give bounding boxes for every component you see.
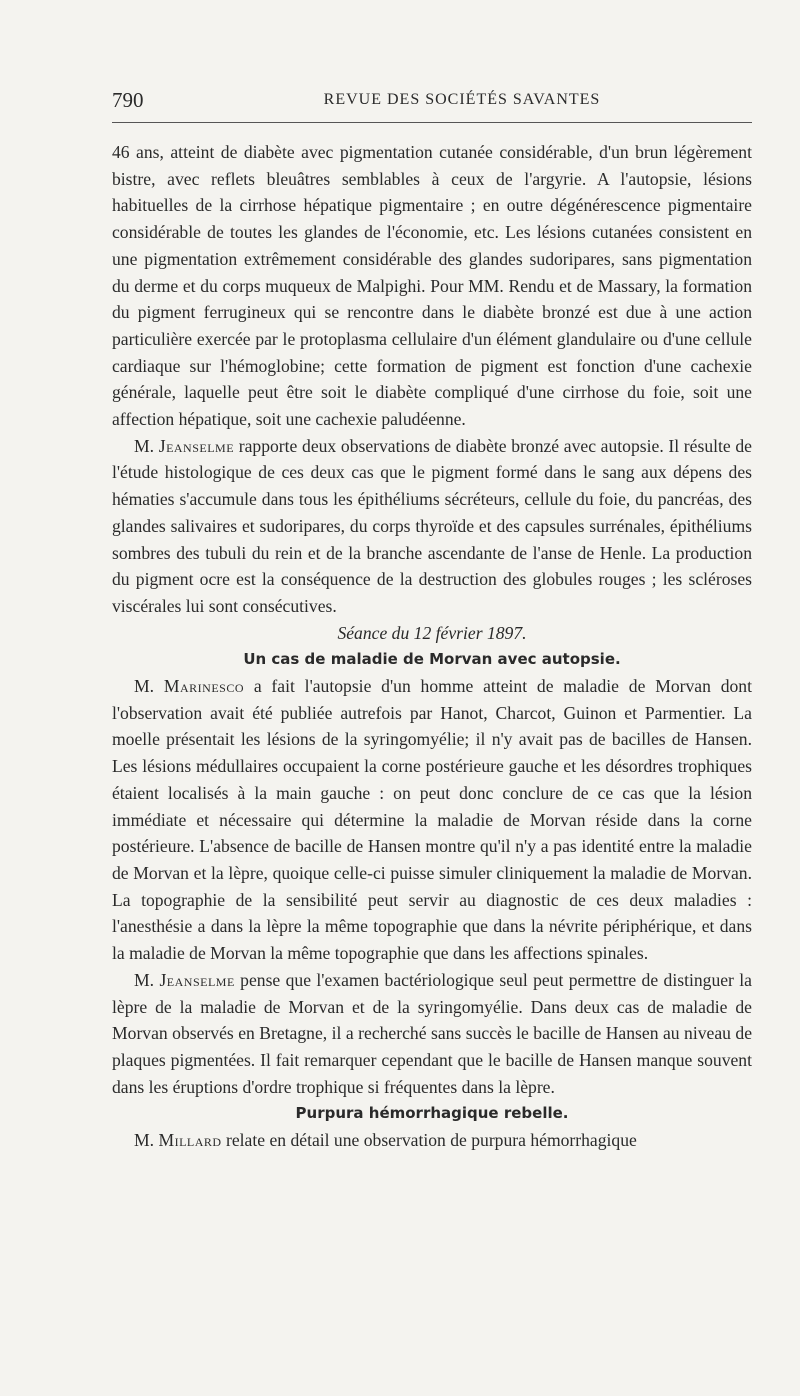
speaker-prefix: M. xyxy=(134,435,159,456)
speaker-name: Jeanselme xyxy=(158,435,235,456)
speaker-name: Jeanselme xyxy=(159,969,235,990)
paragraph-text: rapporte deux observations de diabète bronzé avec autopsie. Il résulte de l'étude histologique de ces deux cas que le pigment formé dans le sang aux dépens des hématies s'accumule dans tous les épithéliums sécréteurs, cellule du foie, du pancréas, des glandes salivaires et sudoripares, du corps thyroïde et des capsules surrénales, épithéliums sombres des tubuli du rein et de la branche ascendante de l'anse de Henle. La production du pigment ocre est la conséquence de la destruction des globules rouges ; les scléroses viscérales lui sont consécutives. xyxy=(112,435,752,616)
speaker-prefix: M. xyxy=(134,1130,159,1151)
paragraph-continuation: 46 ans, atteint de diabète avec pigmentation cutanée considérable, d'un brun légèrement bistre, avec reflets bleuâtres semblables à ceux de l'argyrie. A l'autopsie, lésions habituelles de la cirrhose hépatique pigmentaire ; en outre dégénérescence pigmentaire considérable de toutes les glandes de l'économie, etc. Les lésions cutanées consistent en une pigmentation extrêmement considérable des glandes sudoripares, sans pigmentation du derme et du corps muqueux de Malpighi. Pour MM. Rendu et de Massary, la formation du pigment ferrugineux qui se rencontre dans le diabète bronzé est due à une action particulière exercée par le protoplasma cellulaire d'un élément glandulaire ou d'une cellule cardiaque sur l'hémoglobine; cette formation de pigment est fonction d'une cachexie générale, laquelle peut être soit le diabète compliqué d'une cirrhose du foie, soit une affection hépatique, soit une cachexie paludéenne. xyxy=(112,142,752,430)
paragraph-text: relate en détail une observation de purpura hémorrhagique xyxy=(221,1130,637,1151)
paragraph-jeanselme-diabete xyxy=(112,433,752,620)
paragraph-text: pense que l'examen bactériologique seul peut permettre de distinguer la lèpre de la maladie de Morvan et de la syringomyélie. Dans deux cas de maladie de Morvan observés en Bretagne, il a recherché sans succès le bacille de Hansen au niveau de plaques pigmentées. Il fait remarquer cependant que le bacille de Hansen manque souvent dans les éruptions d'ordre trophique si fréquentes dans la lèpre. xyxy=(112,969,752,1097)
document-page xyxy=(112,88,752,1154)
speaker-name: Marinesco xyxy=(163,676,245,697)
running-head xyxy=(112,88,752,123)
section-heading-purpura: Purpura hémorrhagique rebelle. xyxy=(295,1104,569,1123)
journal-title: REVUE DES SOCIÉTÉS SAVANTES xyxy=(323,91,601,108)
page-number: 790 xyxy=(112,88,144,112)
paragraph-marinesco xyxy=(112,673,752,967)
body-text xyxy=(112,139,752,1154)
paragraph-jeanselme-lepre xyxy=(112,967,752,1101)
paragraph-text: a fait l'autopsie d'un homme atteint de maladie de Morvan dont l'observation avait été publiée autrefois par Hanot, Charcot, Guinon et Parmentier. La moelle présentait les lésions de la syringomyélie; il n'y avait pas de bacilles de Hansen. Les lésions médullaires occupaient la corne postérieure gauche et les désordres trophiques étaient localisés à la main gauche : on peut donc conclure de ce cas que la lésion immédiate et nécessaire qui détermine la maladie de Morvan réside dans la corne postérieure. L'absence de bacille de Hansen montre qu'il n'y a pas identité entre la maladie de Morvan et la lèpre, quoique celle-ci puisse simuler cliniquement la maladie de Morvan. La topographie de la sensibilité peut servir au diagnostic de ces deux maladies : l'anesthésie a dans la lèpre la même topographie que dans la névrite périphérique, et dans la maladie de Morvan la même topographie que dans les affections spinales. xyxy=(112,676,752,964)
speaker-name: Millard xyxy=(158,1130,222,1151)
speaker-prefix: M. xyxy=(134,676,164,697)
speaker-prefix: M. xyxy=(134,969,160,990)
session-date: Séance du 12 février 1897. xyxy=(337,622,527,643)
paragraph-millard xyxy=(112,1127,752,1154)
section-heading-morvan: Un cas de maladie de Morvan avec autopsie. xyxy=(243,650,621,669)
